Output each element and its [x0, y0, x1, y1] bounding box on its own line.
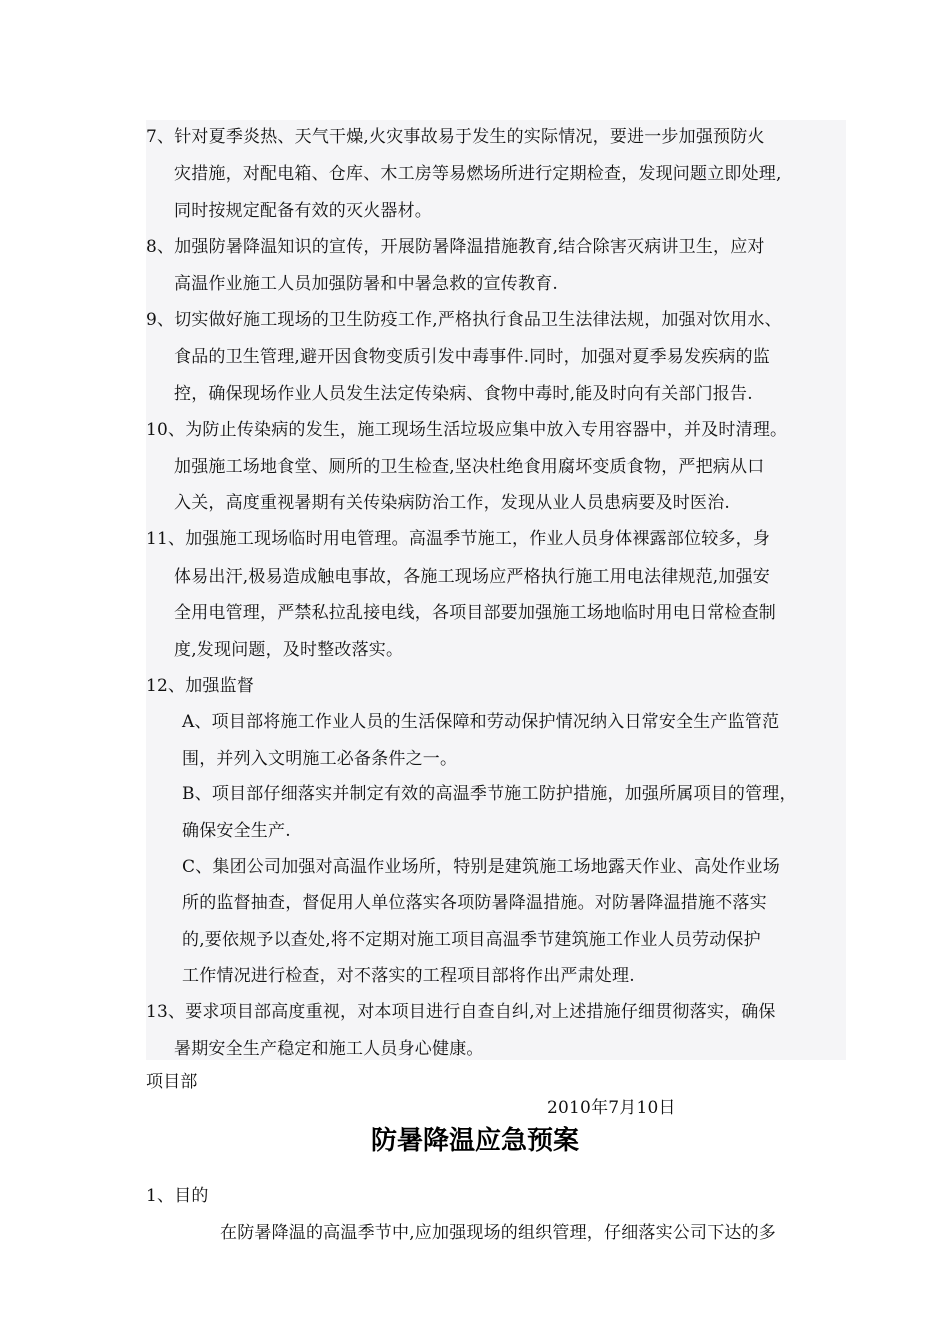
item-13-line-2: 暑期安全生产稳定和施工人员身心健康。 [174, 1039, 484, 1059]
item-7-line-3: 同时按规定配备有效的灭火器材。 [174, 201, 432, 221]
item-10-line-3: 入关，高度重视暑期有关传染病防治工作，发现从业人员患病要及时医治. [174, 493, 731, 513]
signature-department: 项目部 [146, 1072, 198, 1092]
item-8-line-2: 高温作业施工人员加强防暑和中暑急救的宣传教育. [174, 274, 559, 294]
item-12-a-line-2: 围，并列入文明施工必备条件之一。 [182, 749, 458, 769]
item-7-line-2: 灾措施，对配电箱、仓库、木工房等易燃场所进行定期检查，发现问题立即处理, [174, 164, 782, 184]
section-1-paragraph: 在防暑降温的高温季节中,应加强现场的组织管理，仔细落实公司下达的多 [220, 1223, 777, 1243]
item-12-a-line-1: A、项目部将施工作业人员的生活保障和劳动保护情况纳入日常安全生产监管范 [182, 712, 780, 732]
item-7-line-1: 7、针对夏季炎热、天气干燥,火灾事故易于发生的实际情况，要进一步加强预防火 [146, 127, 765, 147]
item-12-c-line-3: 的,要依规予以查处,将不定期对施工项目高温季节建筑施工作业人员劳动保护 [182, 930, 761, 950]
item-10-line-2: 加强施工场地食堂、厕所的卫生检查,坚决杜绝食用腐坏变质食物，严把病从口 [174, 457, 765, 477]
item-9-line-1: 9、切实做好施工现场的卫生防疫工作,严格执行食品卫生法律法规，加强对饮用水、 [146, 310, 782, 330]
item-9-line-3: 控，确保现场作业人员发生法定传染病、食物中毒时,能及时向有关部门报告. [174, 384, 753, 404]
item-12-heading: 12、加强监督 [146, 676, 255, 696]
item-13-line-1: 13、要求项目部高度重视，对本项目进行自查自纠,对上述措施仔细贯彻落实，确保 [146, 1002, 776, 1022]
item-8-line-1: 8、加强防暑降温知识的宣传，开展防暑降温措施教育,结合除害灭病讲卫生，应对 [146, 237, 765, 257]
item-11-line-3: 全用电管理，严禁私拉乱接电线，各项目部要加强施工场地临时用电日常检查制 [174, 603, 776, 623]
item-9-line-2: 食品的卫生管理,避开因食物变质引发中毒事件.同时，加强对夏季易发疾病的监 [174, 347, 771, 367]
document-title: 防暑降温应急预案 [370, 1126, 579, 1156]
section-1-heading: 1、目的 [146, 1186, 209, 1206]
item-12-c-line-2: 所的监督抽查，督促用人单位落实各项防暑降温措施。对防暑降温措施不落实 [182, 893, 767, 913]
item-11-line-4: 度,发现问题，及时整改落实。 [174, 640, 404, 660]
text-background-band [146, 120, 846, 1060]
item-11-line-2: 体易出汗,极易造成触电事故，各施工现场应严格执行施工用电法律规范,加强安 [174, 567, 771, 587]
item-12-c-line-1: C、集团公司加强对高温作业场所，特别是建筑施工场地露天作业、高处作业场 [182, 857, 781, 877]
item-12-b-line-2: 确保安全生产. [182, 821, 291, 841]
item-12-c-line-4: 工作情况进行检查，对不落实的工程项目部将作出严肃处理. [182, 966, 635, 986]
item-12-b-line-1: B、项目部仔细落实并制定有效的高温季节施工防护措施，加强所属项目的管理， [182, 784, 797, 804]
item-10-line-1: 10、为防止传染病的发生，施工现场生活垃圾应集中放入专用容器中，并及时清理。 [146, 420, 788, 440]
document-date: 2010年7月10日 [547, 1098, 676, 1118]
item-11-line-1: 11、加强施工现场临时用电管理。高温季节施工，作业人员身体裸露部位较多，身 [146, 529, 771, 549]
